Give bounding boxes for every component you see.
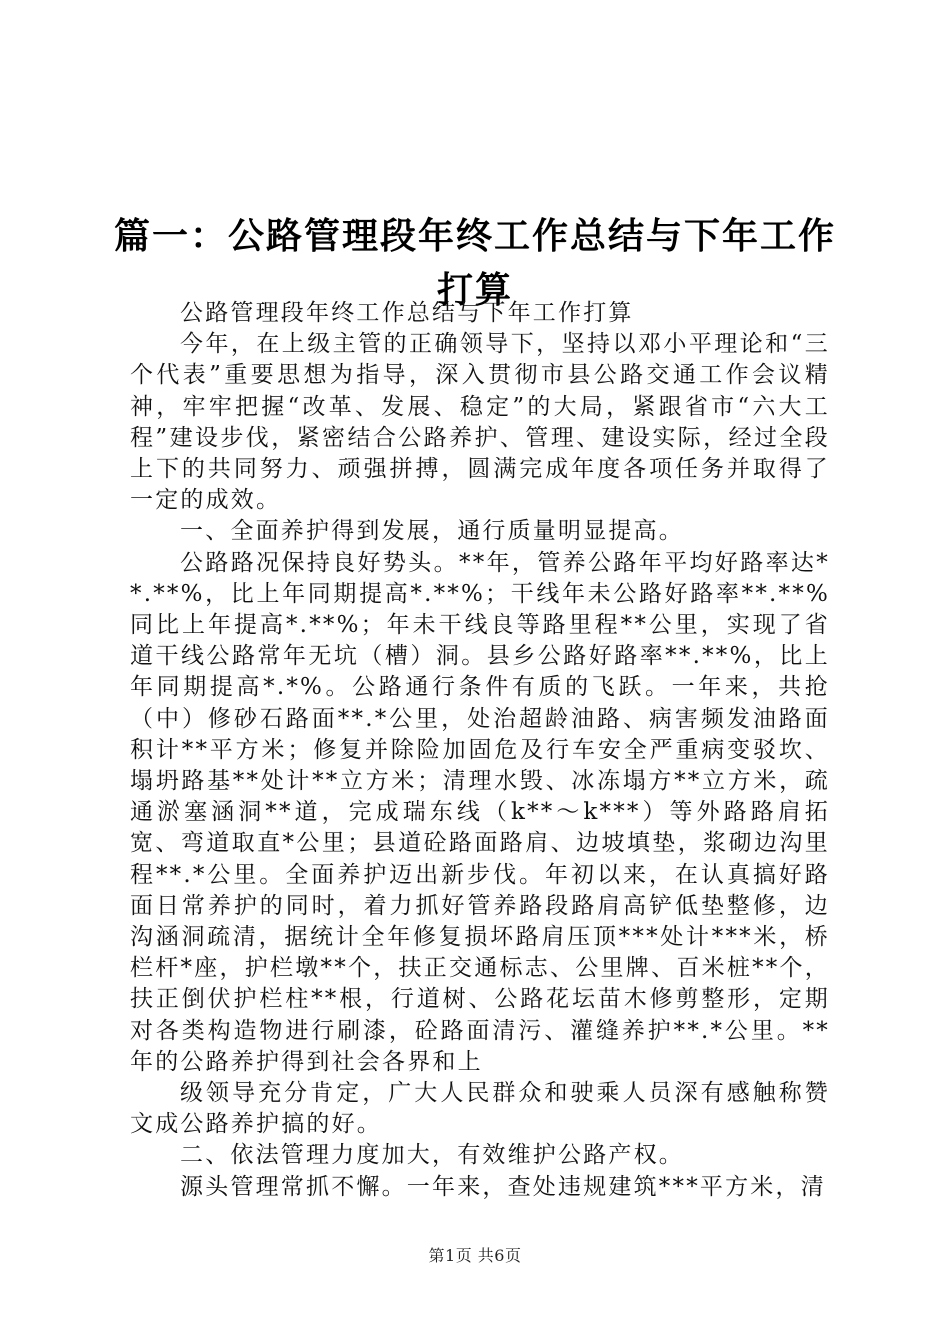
section-heading-2: 二、依法管理力度加大，有效维护公路产权。: [180, 1142, 684, 1169]
page-number: 第1页 共6页: [428, 1246, 522, 1265]
document-title: 篇一：公路管理段年终工作总结与下年工作打算: [113, 216, 836, 312]
paragraph-maintenance: 公路路况保持良好势头。**年，管养公路年平均好路率达**.**%，比上年同期提高*.**%；干线年未公路好路率**.**%同比上年提高*.**%；年未干线良等路里程**公里，实现了省道干线公路常年无坑（槽）洞。县乡公路好路率**.**%，比上年同期提高*.*%。公路通行条件有质的飞跃。一年来，共抢（中）修砂石路面**.*公里，处治超龄油路、病害频发油路面积计**平方米；修复并除险加固危及行车安全严重病变驳坎、塌坍路基**处计**立方米；清理水毁、冰冻塌方**立方米，疏通淤塞涵洞**道，完成瑞东线（k**～k***）等外路路肩拓宽、弯道取直*公里；县道砼路面路肩、边坡填垫，浆砌边沟里程**.*公里。全面养护迈出新步伐。年初以来，在认真搞好路面日常养护的同时，着力抓好管养路段路肩高铲低垫整修，边沟涵洞疏清，据统计全年修复损坏路肩压顶***处计***米，桥栏杆*座，护栏墩**个，扶正交通标志、公里牌、百米桩**个，扶正倒伏护栏柱**根，行道树、公路花坛苗木修剪整形，定期对各类构造物进行刷漆，砼路面清污、灌缝养护**.*公里。**年的公路养护得到社会各界和上: [130, 549, 830, 1075]
paragraph-subtitle: 公路管理段年终工作总结与下年工作打算: [180, 300, 634, 326]
section-heading-1: 一、全面养护得到发展，通行质量明显提高。: [180, 518, 684, 545]
paragraph-praise: 级领导充分肯定，广大人民群众和驶乘人员深有感触称赞文成公路养护搞的好。: [130, 1080, 830, 1138]
paragraph-source-management: 源头管理常抓不懈。一年来，查处违规建筑***平方米，清: [180, 1173, 826, 1200]
document-body: [130, 298, 830, 1203]
paragraph-intro: 今年，在上级主管的正确领导下，坚持以邓小平理论和“三个代表”重要思想为指导，深入贯彻市县公路交通工作会议精神，牢牢把握“改革、发展、稳定”的大局，紧跟省市“六大工程”建设步伐，紧密结合公路养护、管理、建设实际，经过全段上下的共同努力、顽强拼搏，圆满完成年度各项任务并取得了一定的成效。: [130, 331, 830, 514]
